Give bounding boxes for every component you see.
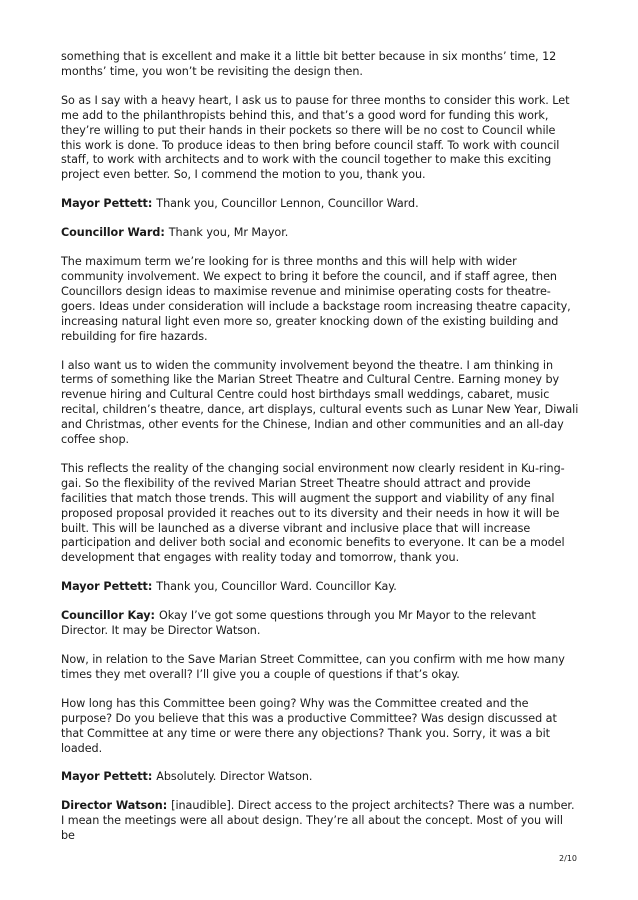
paragraph-text: I also want us to widen the community involvement beyond the theatre. I am thinking in terms of something like the Marian Street Theatre and Cultural Centre. Earning money by revenue hiring and Cultural Centre could host birthdays small weddings, cabaret, music recital, children’s theatre, dance, art displays, cultural events such as Lunar New Year, Diwali and Christmas, other events for the Chinese, Indian and other communities and an all-day coffee shop. xyxy=(61,358,579,447)
paragraph-9 xyxy=(61,609,579,639)
speaker-label: Councillor Kay: xyxy=(61,609,155,623)
paragraph-5 xyxy=(61,255,579,344)
paragraph-12 xyxy=(61,770,579,785)
paragraph-2 xyxy=(61,94,579,183)
paragraph-text: How long has this Committee been going? Why was the Committee created and the purpose? Do you believe that this was a productive Committee? Was design discussed at that Committee at any time or were there any objections? Thank you. Sorry, it was a bit loaded. xyxy=(61,696,557,755)
speaker-label: Councillor Ward: xyxy=(61,226,165,240)
paragraph-13 xyxy=(61,799,579,844)
transcript-page xyxy=(61,50,579,858)
paragraph-10 xyxy=(61,653,579,683)
paragraph-1 xyxy=(61,50,579,80)
speaker-label: Mayor Pettett: xyxy=(61,580,153,594)
speaker-label: Mayor Pettett: xyxy=(61,197,153,211)
paragraph-4 xyxy=(61,226,579,241)
paragraph-11 xyxy=(61,697,579,757)
speaker-label: Director Watson: xyxy=(61,799,168,813)
paragraph-text: [inaudible]. Direct access to the project architects? There was a number. I mean the meetings were all about design. They’re all about the concept. Most of you will be xyxy=(61,799,575,843)
paragraph-text: This reflects the reality of the changing social environment now clearly resident in Ku-ring-gai. So the flexibility of the revived Marian Street Theatre should attract and provide facilities that match those trends. This will augment the support and viability of any final proposed proposal provided it reaches out to its diversity and their needs in how it will be built. This will be launched as a diverse vibrant and inclusive place that will increase participation and deliver both social and economic benefits to everyone. It can be a model development that engages with reality today and tomorrow, thank you. xyxy=(61,461,565,565)
paragraph-text: The maximum term we’re looking for is three months and this will help with wider community involvement. We expect to bring it before the council, and if staff agree, then Councillors design ideas to maximise revenue and minimise operating costs for theatre-goers. Ideas under consideration will include a backstage room increasing theatre capacity, increasing natural light even more so, greater knocking down of the existing building and rebuilding for fire hazards. xyxy=(61,255,571,343)
speaker-label: Mayor Pettett: xyxy=(61,770,153,784)
paragraph-text: Okay I’ve got some questions through you Mr Mayor to the relevant Director. It may be Director Watson. xyxy=(61,609,536,638)
paragraph-text: Absolutely. Director Watson. xyxy=(156,770,313,784)
paragraph-3 xyxy=(61,197,579,212)
paragraph-text: So as I say with a heavy heart, I ask us to pause for three months to consider this work. Let me add to the philanthropists behind this, and that’s a good word for funding this work, they’re willing to put their hands in their pockets so there will be no cost to Council while this work is done. To produce ideas to then bring before council staff. To work with council staff, to work with architects and to work with the council together to make this exciting project even better. So, I commend the motion to you, thank you. xyxy=(61,93,570,182)
paragraph-6 xyxy=(61,359,579,448)
paragraph-text: something that is excellent and make it a little bit better because in six months’ time, 12 months’ time, you won’t be revisiting the design then. xyxy=(61,50,557,78)
paragraph-8 xyxy=(61,580,579,595)
page-number: 2/10 xyxy=(559,854,577,863)
paragraph-text: Thank you, Mr Mayor. xyxy=(168,226,289,240)
paragraph-text: Thank you, Councillor Lennon, Councillor Ward. xyxy=(156,197,419,211)
paragraph-text: Thank you, Councillor Ward. Councillor Kay. xyxy=(156,580,397,594)
paragraph-text: Now, in relation to the Save Marian Street Committee, can you confirm with me how many times they met overall? I’ll give you a couple of questions if that’s okay. xyxy=(61,653,565,681)
paragraph-7 xyxy=(61,462,579,566)
